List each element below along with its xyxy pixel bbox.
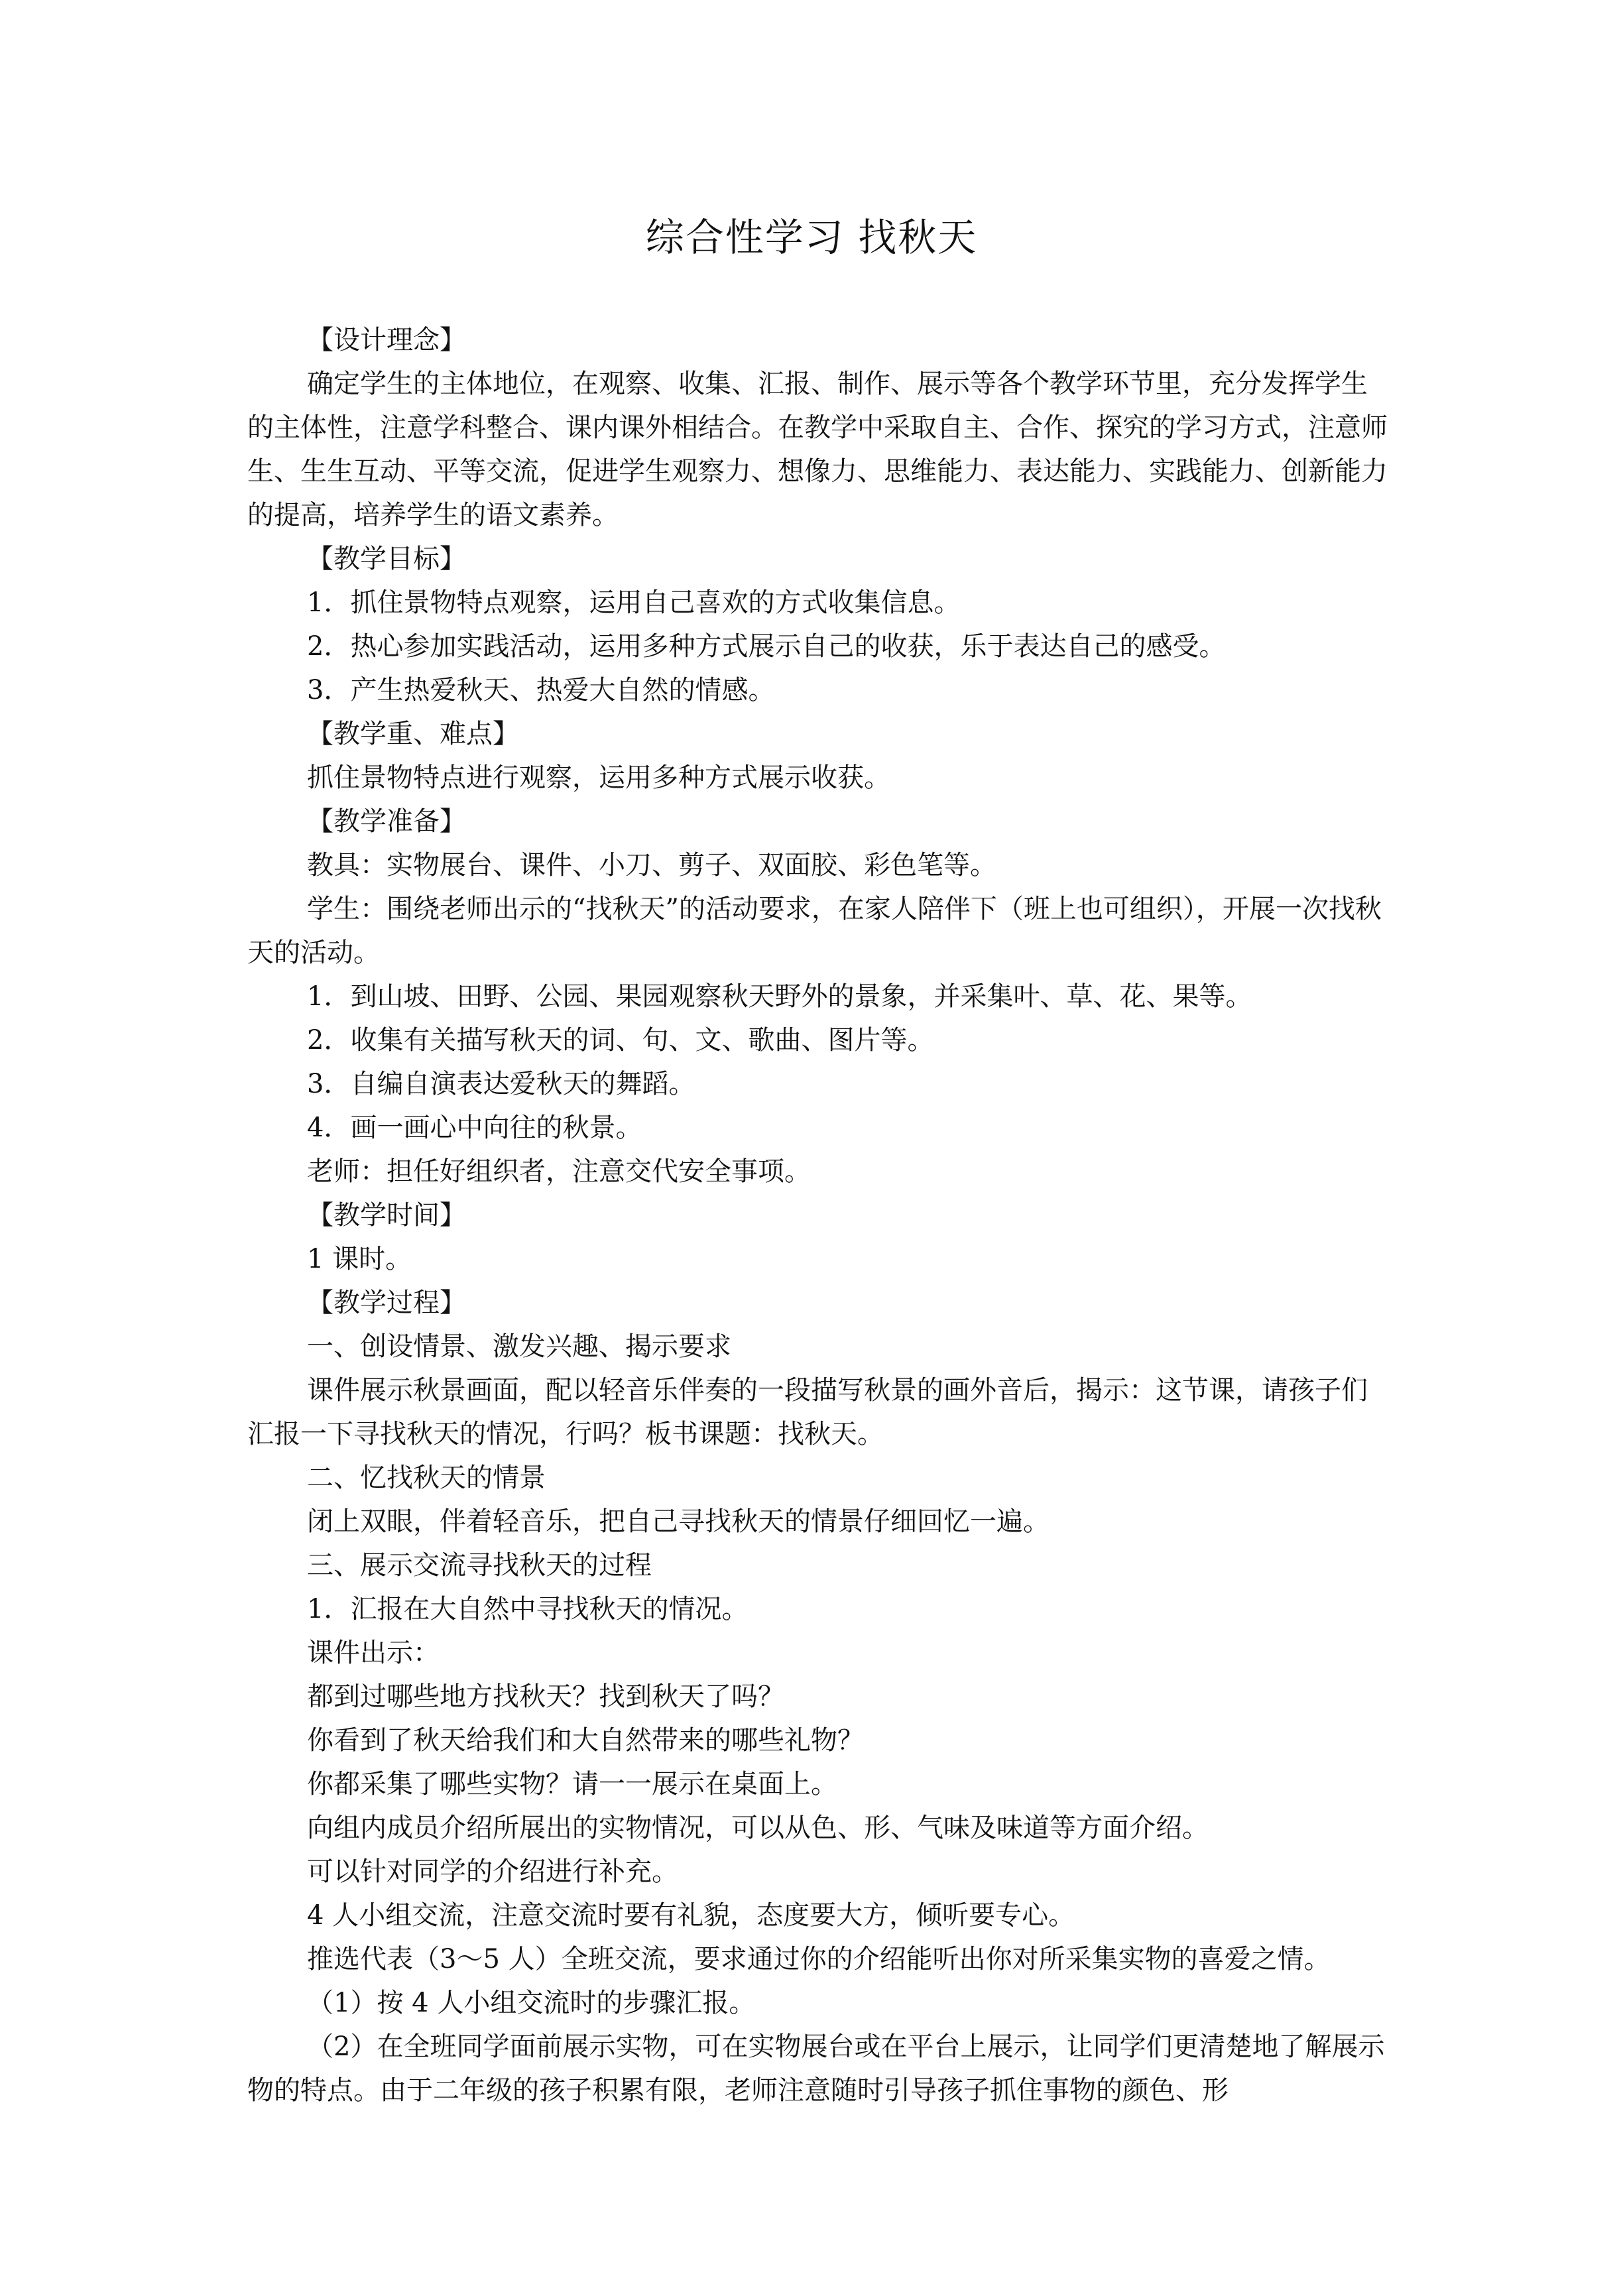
document-body	[247, 318, 1393, 2112]
paragraph: 【教学准备】	[307, 806, 466, 837]
paragraph: 4 人小组交流，注意交流时要有礼貌，态度要大方，倾听要专心。	[307, 1900, 1075, 1931]
paragraph: 教具：实物展台、课件、小刀、剪子、双面胶、彩色笔等。	[307, 850, 996, 880]
paragraph: 你看到了秋天给我们和大自然带来的哪些礼物？	[307, 1725, 864, 1756]
paragraph: 二、忆找秋天的情景	[307, 1463, 546, 1493]
paragraph: （1）按 4 人小组交流时的步骤汇报。	[307, 1988, 756, 2018]
paragraph: 确定学生的主体地位，在观察、收集、汇报、制作、展示等各个教学环节里，充分发挥学生的主体性，注意学科整合、课内课外相结合。在教学中采取自主、合作、探究的学习方式，注意师生、生生互动、平等交流，促进学生观察力、想像力、思维能力、表达能力、实践能力、创新能力的提高，培养学生的语文素养。	[247, 369, 1388, 530]
paragraph: 【教学重、难点】	[307, 719, 519, 749]
paragraph: 【教学目标】	[307, 544, 466, 574]
paragraph: 2．热心参加实践活动，运用多种方式展示自己的收获，乐于表达自己的感受。	[307, 631, 1226, 662]
paragraph: 三、展示交流寻找秋天的过程	[307, 1550, 652, 1581]
paragraph: 1 课时。	[307, 1244, 412, 1274]
paragraph: 【设计理念】	[307, 325, 466, 355]
paragraph: 向组内成员介绍所展出的实物情况，可以从色、形、气味及味道等方面介绍。	[307, 1813, 1209, 1843]
paragraph: 1．到山坡、田野、公园、果园观察秋天野外的景象，并采集叶、草、花、果等。	[307, 981, 1252, 1012]
paragraph: 可以针对同学的介绍进行补充。	[307, 1856, 678, 1887]
paragraph: 课件出示：	[307, 1638, 440, 1668]
paragraph: 学生：围绕老师出示的“找秋天”的活动要求，在家人陪伴下（班上也可组织），开展一次找秋天的活动。	[247, 894, 1382, 968]
paragraph: 老师：担任好组织者，注意交代安全事项。	[307, 1156, 811, 1187]
document-title: 综合性学习 找秋天	[645, 215, 978, 260]
paragraph: 闭上双眼，伴着轻音乐，把自己寻找秋天的情景仔细回忆一遍。	[307, 1506, 1050, 1537]
paragraph: 【教学过程】	[307, 1288, 466, 1318]
paragraph: 课件展示秋景画面，配以轻音乐伴奏的一段描写秋景的画外音后，揭示：这节课，请孩子们汇报一下寻找秋天的情况，行吗？板书课题：找秋天。	[247, 1375, 1368, 1449]
paragraph: 1．汇报在大自然中寻找秋天的情况。	[307, 1594, 749, 1624]
paragraph: 一、创设情景、激发兴趣、揭示要求	[307, 1331, 731, 1362]
paragraph: 都到过哪些地方找秋天？找到秋天了吗？	[307, 1681, 784, 1712]
paragraph: 【教学时间】	[307, 1200, 466, 1231]
paragraph: 1．抓住景物特点观察，运用自己喜欢的方式收集信息。	[307, 587, 961, 618]
paragraph: 4．画一画心中向往的秋景。	[307, 1113, 642, 1143]
paragraph: 你都采集了哪些实物？请一一展示在桌面上。	[307, 1769, 837, 1799]
paragraph: 2．收集有关描写秋天的词、句、文、歌曲、图片等。	[307, 1025, 934, 1056]
paragraph: 推选代表（3～5 人）全班交流，要求通过你的介绍能听出你对所采集实物的喜爱之情。	[307, 1944, 1331, 1974]
paragraph: （2）在全班同学面前展示实物，可在实物展台或在平台上展示，让同学们更清楚地了解展示物的特点。由于二年级的孩子积累有限，老师注意随时引导孩子抓住事物的颜色、形	[247, 2031, 1385, 2106]
paragraph: 3．产生热爱秋天、热爱大自然的情感。	[307, 675, 775, 705]
paragraph: 抓住景物特点进行观察，运用多种方式展示收获。	[307, 762, 890, 793]
paragraph: 3．自编自演表达爱秋天的舞蹈。	[307, 1069, 695, 1099]
